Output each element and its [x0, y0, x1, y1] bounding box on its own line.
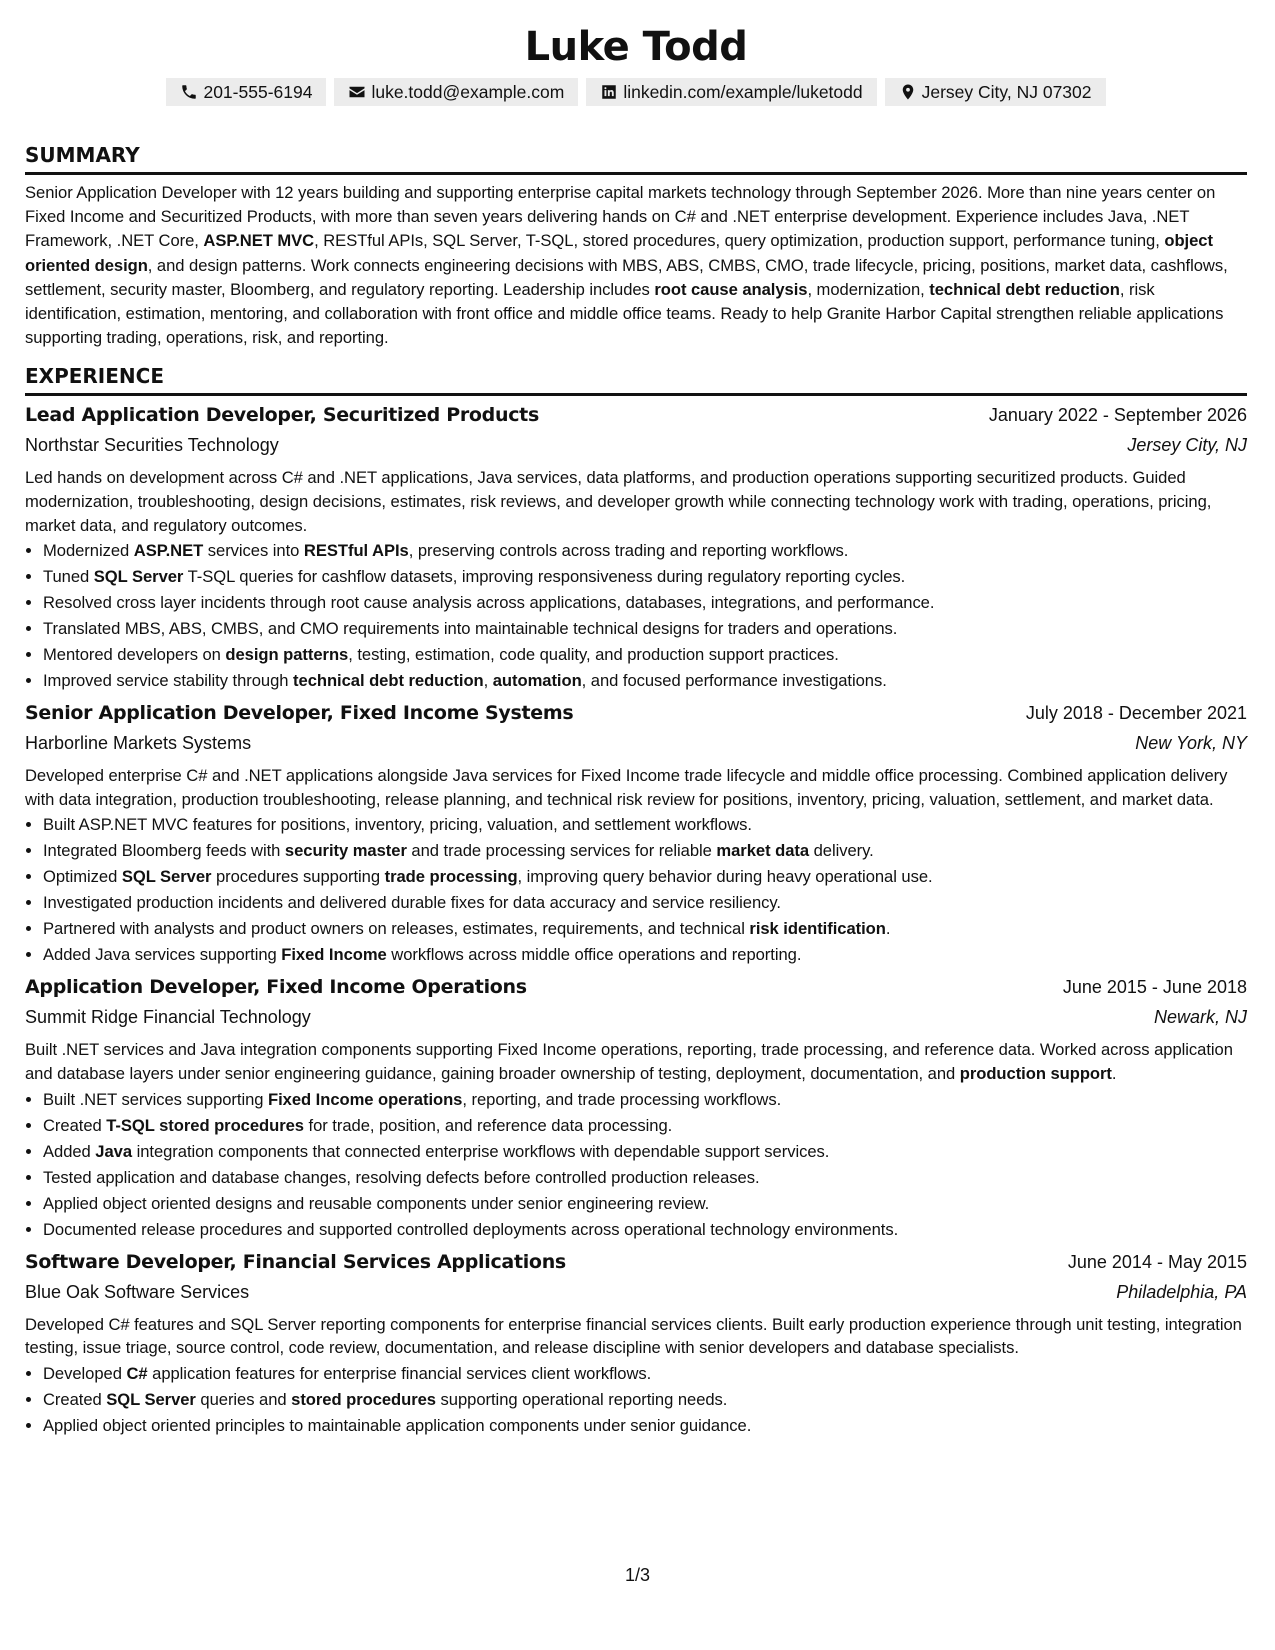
- bold-phrase: Java: [95, 1141, 133, 1161]
- achievement-list: [25, 538, 1247, 694]
- bold-phrase: technical debt reduction: [929, 279, 1120, 299]
- bold-phrase: automation: [492, 671, 582, 691]
- contact-phone-text: 201-555-6194: [203, 82, 313, 102]
- job-location: Jersey City, NJ: [1127, 435, 1247, 456]
- bold-phrase: SQL Server: [106, 1389, 196, 1409]
- job-company-row: [25, 1277, 1247, 1307]
- bold-phrase: Fixed Income operations: [268, 1089, 463, 1109]
- job-description: [25, 1313, 1247, 1360]
- job-description: [25, 764, 1247, 811]
- text-run: delivery.: [809, 841, 874, 861]
- envelope-icon: [348, 83, 366, 101]
- text-run: Developed C# features and SQL Server reporting components for enterprise financial services clients. Built early production experience through unit testing, integration testing, issue triage, source control, code review, documentation, and release discipline with senior developers and database specialists.: [25, 1314, 1242, 1358]
- text-run: Partnered with analysts and product owners on releases, estimates, requirements, and technical: [43, 919, 750, 939]
- text-run: and trade processing services for reliable: [406, 841, 717, 861]
- text-run: Optimized: [43, 867, 122, 887]
- company-name: Northstar Securities Technology: [25, 435, 279, 456]
- text-run: , modernization,: [807, 279, 930, 299]
- summary-heading: SUMMARY: [25, 143, 140, 167]
- text-run: Built .NET services supporting: [43, 1089, 269, 1109]
- map-pin-icon: [899, 83, 917, 101]
- achievement-bullet: [43, 538, 1247, 564]
- text-run: , and focused performance investigations.: [581, 671, 887, 691]
- job-location: New York, NY: [1135, 733, 1247, 754]
- bold-phrase: object oriented design: [25, 231, 1213, 275]
- job-dates: July 2018 - December 2021: [1025, 703, 1247, 724]
- achievement-bullet: [43, 564, 1247, 590]
- text-run: for trade, position, and reference data processing.: [303, 1115, 673, 1135]
- text-run: Applied object oriented principles to maintainable application components under senior guidance.: [43, 1415, 752, 1435]
- resume-page: [25, 22, 1247, 1439]
- text-run: workflows across middle office operations and reporting.: [386, 945, 802, 965]
- job-dates: June 2014 - May 2015: [1067, 1251, 1247, 1272]
- achievement-bullet: [43, 812, 1247, 838]
- bold-phrase: production support: [959, 1063, 1112, 1083]
- job-dates: June 2015 - June 2018: [1062, 977, 1247, 998]
- company-name: Blue Oak Software Services: [25, 1281, 250, 1302]
- job-entry: [25, 698, 1247, 968]
- summary-text: [25, 181, 1247, 350]
- job-header-row: [25, 1247, 1247, 1277]
- bold-phrase: ASP.NET MVC: [203, 231, 315, 251]
- contact-linkedin-text[interactable]: linkedin.com/example/luketodd: [623, 82, 863, 102]
- bold-phrase: ASP.NET: [133, 541, 204, 561]
- bold-phrase: SQL Server: [93, 567, 184, 587]
- text-run: integration components that connected enterprise workflows with dependable support services.: [132, 1141, 830, 1161]
- text-run: , reporting, and trade processing workflows.: [462, 1089, 782, 1109]
- text-run: Documented release procedures and supported controlled deployments across operational technology environments.: [43, 1219, 899, 1239]
- achievement-bullet: [43, 1387, 1247, 1413]
- text-run: Resolved cross layer incidents through root cause analysis across applications, databases, integrations, and performance.: [43, 593, 935, 613]
- summary-section: [25, 142, 1247, 350]
- contact-email-text[interactable]: luke.todd@example.com: [371, 82, 565, 102]
- job-title: Senior Application Developer, Fixed Income Systems: [25, 702, 574, 725]
- text-run: Added: [43, 1141, 96, 1161]
- achievement-bullet: [43, 1113, 1247, 1139]
- contact-location-text: Jersey City, NJ 07302: [921, 82, 1092, 102]
- linkedin-icon: [600, 83, 618, 101]
- text-run: Built .NET services and Java integration components supporting Fixed Income operations, reporting, trade processing, and reference data. Worked across application and database layers under senior engineering guidance, gaining broader ownership of testing, deployment, documentation, and: [25, 1040, 1233, 1083]
- achievement-list: [25, 1087, 1247, 1243]
- candidate-name: Luke Todd: [524, 24, 748, 70]
- bold-phrase: root cause analysis: [654, 279, 808, 299]
- text-run: queries and: [195, 1389, 292, 1409]
- bold-phrase: trade processing: [384, 867, 518, 887]
- text-run: Led hands on development across C# and .NET applications, Java services, data platforms, and production operations supporting securitized products. Guided modernization, troubleshooting, design decisions, estimates, risk reviews, and developer growth while connecting technology work with trading, operations, pricing, market data, and regulatory outcomes.: [25, 468, 1212, 535]
- achievement-list: [25, 812, 1247, 968]
- experience-heading: EXPERIENCE: [25, 364, 164, 389]
- text-run: Improved service stability through: [43, 671, 294, 691]
- achievement-bullet: [43, 1217, 1247, 1243]
- achievement-bullet: [43, 864, 1247, 890]
- text-run: services into: [203, 541, 304, 561]
- job-location: Philadelphia, PA: [1116, 1281, 1247, 1302]
- achievement-bullet: [43, 1191, 1247, 1217]
- contact-location: [885, 78, 1106, 106]
- text-run: .: [1111, 1063, 1117, 1083]
- job-list: [25, 400, 1247, 1438]
- contact-email[interactable]: [334, 78, 578, 106]
- text-run: , preserving controls across trading and reporting workflows.: [408, 541, 849, 561]
- bold-phrase: Fixed Income: [281, 945, 387, 965]
- achievement-bullet: [43, 890, 1247, 916]
- text-run: Mentored developers on: [43, 645, 226, 665]
- text-run: , and design patterns. Work connects engineering decisions with MBS, ABS, CMBS, CMO, trade lifecycle, pricing, positions, market data, cashflows, settlement, security master, Bloomberg, and regulatory reporting. Leadership includes: [25, 255, 1228, 299]
- achievement-bullet: [43, 668, 1247, 694]
- bold-phrase: T-SQL stored procedures: [106, 1115, 304, 1135]
- experience-section: [25, 363, 1247, 1438]
- page-indicator: 1/3: [624, 1565, 651, 1585]
- bold-phrase: stored procedures: [291, 1389, 436, 1409]
- text-run: , improving query behavior during heavy operational use.: [517, 867, 933, 887]
- text-run: Integrated Bloomberg feeds with: [43, 841, 285, 861]
- text-run: .: [885, 919, 891, 939]
- job-header-row: [25, 400, 1247, 430]
- achievement-bullet: [43, 1087, 1247, 1113]
- text-run: Modernized: [43, 541, 134, 561]
- text-run: , risk identification, estimation, mentoring, and collaboration with front office and middle office teams. Ready to help Granite Harbor Capital strengthen reliable applications supporting trading, operations, risk, and reporting.: [25, 279, 1224, 348]
- text-run: Investigated production incidents and delivered durable fixes for data accuracy and service resiliency.: [43, 893, 781, 913]
- achievement-list: [25, 1361, 1247, 1439]
- text-run: procedures supporting: [211, 867, 385, 887]
- contact-phone: [166, 78, 326, 106]
- achievement-bullet: [43, 942, 1247, 968]
- text-run: Applied object oriented designs and reusable components under senior engineering review.: [43, 1193, 710, 1213]
- bold-phrase: C#: [126, 1363, 148, 1383]
- job-header-row: [25, 972, 1247, 1002]
- achievement-bullet: [43, 616, 1247, 642]
- text-run: Built ASP.NET MVC features for positions, inventory, pricing, valuation, and settlement workflows.: [43, 815, 752, 835]
- job-company-row: [25, 728, 1247, 758]
- text-run: Tested application and database changes, resolving defects before controlled production releases.: [43, 1167, 760, 1187]
- job-entry: [25, 400, 1247, 694]
- text-run: Created: [43, 1115, 107, 1135]
- company-name: Harborline Markets Systems: [25, 733, 252, 754]
- achievement-bullet: [43, 1361, 1247, 1387]
- bold-phrase: SQL Server: [121, 867, 212, 887]
- achievement-bullet: [43, 1413, 1247, 1439]
- job-company-row: [25, 1002, 1247, 1032]
- job-title: Application Developer, Fixed Income Operations: [25, 976, 527, 999]
- text-run: Developed enterprise C# and .NET applications alongside Java services for Fixed Income trade lifecycle and middle office processing. Combined application delivery with data integration, production troubleshooting, release planning, and technical risk review for positions, inventory, pricing, valuation, settlement, and market data.: [25, 766, 1228, 809]
- job-entry: [25, 1247, 1247, 1439]
- job-description: [25, 466, 1247, 537]
- achievement-bullet: [43, 590, 1247, 616]
- text-run: , RESTful APIs, SQL Server, T-SQL, stored procedures, query optimization, production support, performance tuning,: [314, 231, 1165, 251]
- job-header-row: [25, 698, 1247, 728]
- job-title: Software Developer, Financial Services Applications: [25, 1250, 566, 1273]
- text-run: supporting operational reporting needs.: [436, 1389, 728, 1409]
- section-divider: [25, 393, 1247, 396]
- text-run: Added Java services supporting: [43, 945, 282, 965]
- job-description: [25, 1038, 1247, 1085]
- text-run: Developed: [43, 1363, 127, 1383]
- job-dates: January 2022 - September 2026: [988, 405, 1247, 426]
- achievement-bullet: [43, 1139, 1247, 1165]
- text-run: ,: [483, 671, 493, 691]
- bold-phrase: design patterns: [225, 645, 349, 665]
- text-run: Created: [43, 1389, 107, 1409]
- phone-icon: [180, 83, 198, 101]
- text-run: Tuned: [43, 567, 94, 587]
- bold-phrase: security master: [284, 841, 407, 861]
- achievement-bullet: [43, 916, 1247, 942]
- job-location: Newark, NJ: [1153, 1007, 1247, 1028]
- job-company-row: [25, 430, 1247, 460]
- text-run: application features for enterprise financial services client workflows.: [147, 1363, 652, 1383]
- text-run: Senior Application Developer with 12 years building and supporting enterprise capital markets technology through September 2026. More than nine years center on Fixed Income and Securitized Products, with more than seven years delivering hands on C# and .NET enterprise development. Experience includes Java, .NET Framework, .NET Core,: [25, 183, 1216, 251]
- job-entry: [25, 972, 1247, 1242]
- section-divider: [25, 172, 1247, 175]
- bold-phrase: RESTful APIs: [303, 541, 409, 561]
- contact-linkedin[interactable]: [586, 78, 876, 106]
- contact-bar: [25, 78, 1247, 106]
- achievement-bullet: [43, 1165, 1247, 1191]
- text-run: Translated MBS, ABS, CMBS, and CMO requirements into maintainable technical designs for traders and operations.: [43, 619, 898, 639]
- text-run: , testing, estimation, code quality, and production support practices.: [348, 645, 839, 665]
- bold-phrase: technical debt reduction: [293, 671, 484, 691]
- bold-phrase: risk identification: [749, 919, 886, 939]
- bold-phrase: market data: [716, 841, 810, 861]
- job-title: Lead Application Developer, Securitized Products: [25, 404, 539, 427]
- company-name: Summit Ridge Financial Technology: [25, 1007, 311, 1028]
- achievement-bullet: [43, 838, 1247, 864]
- text-run: T-SQL queries for cashflow datasets, improving responsiveness during regulatory reporting cycles.: [183, 567, 906, 587]
- achievement-bullet: [43, 642, 1247, 668]
